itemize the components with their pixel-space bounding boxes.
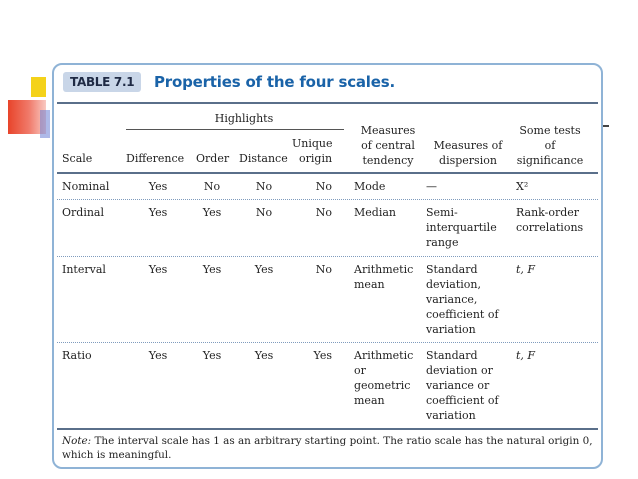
note-text: The interval scale has 1 as an arbitrary starting point. The ratio scale has the natural origin 0, which is meaningful.: [62, 435, 593, 461]
cell-distance: Yes: [254, 349, 274, 362]
header-tests-2: of: [544, 139, 556, 152]
header-central-3: tendency: [362, 154, 414, 167]
header-tests-3: significance: [516, 154, 584, 167]
table-note: [62, 434, 597, 462]
cell-dispersion: coefficient of: [426, 394, 499, 407]
cell-dispersion: Standard: [426, 263, 478, 276]
cell-origin: Yes: [313, 349, 332, 362]
cell-origin: No: [315, 206, 332, 219]
cell-dispersion: coefficient of: [426, 308, 499, 321]
cell-difference: Yes: [148, 180, 168, 193]
cell-central: or: [354, 364, 366, 377]
header-origin: origin: [299, 152, 333, 165]
cell-tests: t, F: [516, 263, 536, 276]
cell-difference: Yes: [148, 206, 168, 219]
header-central-1: Measures: [360, 124, 416, 137]
row-divider: [57, 199, 598, 200]
header-bottom-rule: [57, 172, 598, 174]
cell-order: Yes: [202, 206, 222, 219]
cell-order: Yes: [202, 349, 222, 362]
header-order: Order: [196, 152, 230, 165]
decor-yellow-block: [31, 77, 46, 97]
table-title: Properties of the four scales.: [154, 73, 395, 91]
cell-central: geometric: [354, 379, 411, 392]
cell-scale: Ordinal: [62, 206, 104, 219]
header-scale: Scale: [62, 152, 93, 165]
cell-dispersion: range: [426, 236, 459, 249]
cell-origin: No: [315, 263, 332, 276]
cell-order: No: [203, 180, 221, 193]
cell-scale: Interval: [62, 263, 106, 276]
cell-dispersion: Standard: [426, 349, 478, 362]
cell-distance: No: [255, 180, 273, 193]
highlights-underline: [126, 129, 344, 130]
decor-blue-block: [40, 110, 50, 138]
cell-dispersion: interquartile: [426, 221, 497, 234]
table-title-bar: [54, 65, 601, 101]
cell-central: Mode: [354, 180, 386, 193]
cell-central: Arithmetic: [354, 263, 414, 276]
cell-difference: Yes: [148, 349, 168, 362]
cell-order: Yes: [202, 263, 222, 276]
cell-central: Arithmetic: [354, 349, 414, 362]
cell-dispersion: Semi-: [426, 206, 458, 219]
cell-dispersion: variance or: [426, 379, 490, 392]
cell-difference: Yes: [148, 263, 168, 276]
cell-dispersion: variance,: [426, 293, 478, 306]
highlights-header: Highlights: [214, 112, 274, 125]
cell-tests: Rank-order: [516, 206, 580, 219]
table-number-label: TABLE 7.1: [63, 72, 141, 92]
header-tests-1: Some tests: [519, 124, 581, 137]
header-dispersion-1: Measures of: [433, 139, 503, 152]
row-divider: [57, 342, 598, 343]
cell-scale: Ratio: [62, 349, 92, 362]
note-label: Note:: [62, 435, 92, 447]
cell-tests: correlations: [516, 221, 584, 234]
cell-central: mean: [354, 394, 385, 407]
cell-dispersion: variation: [426, 409, 476, 422]
cell-scale: Nominal: [62, 180, 110, 193]
cell-dispersion: variation: [426, 323, 476, 336]
header-difference: Difference: [126, 152, 185, 165]
cell-distance: No: [255, 206, 273, 219]
cell-dispersion: deviation,: [426, 278, 481, 291]
header-central-2: of central: [361, 139, 415, 152]
cell-central: Median: [354, 206, 396, 219]
header-dispersion-2: dispersion: [439, 154, 497, 167]
row-divider: [57, 256, 598, 257]
cell-origin: No: [315, 180, 332, 193]
header-distance: Distance: [239, 152, 288, 165]
cell-dispersion: —: [426, 180, 437, 193]
header-top-rule: [57, 102, 598, 104]
decor-dash: [603, 125, 609, 127]
cell-central: mean: [354, 278, 385, 291]
cell-distance: Yes: [254, 263, 274, 276]
table-bottom-rule: [57, 428, 598, 430]
cell-tests: X²: [516, 180, 529, 193]
header-unique: Unique: [292, 137, 333, 150]
cell-tests: t, F: [516, 349, 536, 362]
table-frame: [52, 63, 603, 469]
cell-dispersion: deviation or: [426, 364, 493, 377]
